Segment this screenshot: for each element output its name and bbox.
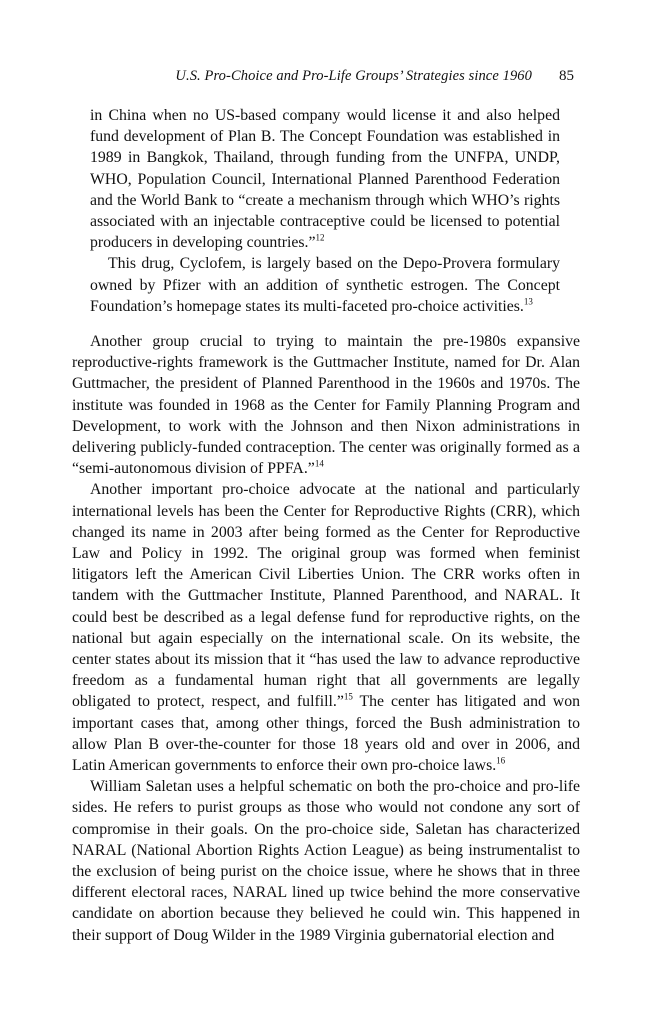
running-title: U.S. Pro-Choice and Pro-Life Groups’ Strategies since 1960: [175, 68, 532, 84]
block-quote: [90, 105, 560, 317]
footnote-ref: 13: [523, 296, 533, 307]
paragraph-text: Another group crucial to trying to maintain the pre-1980s expansive reproductive-rights framework is the Guttmacher Institute, named for Dr. Alan Guttmacher, the president of Planned Parenthood in the 1960s and 1970s. The institute was founded in 1968 as the Center for Family Planning Program and Development, to work with the Johnson and then Nixon administrations in delivering publicly-funded contraception. The center was originally formed as a “semi-autonomous division of PPFA.”: [72, 333, 580, 478]
block-quote-text: in China when no US-based company would license it and also helped fund development of Plan B. The Concept Foundation was established in 1989 in Bangkok, Thailand, through funding from the UNFPA, UNDP, WHO, Population Council, International Planned Parenthood Federation and the World Bank to “create a mechanism through which WHO’s rights associated with an injectable contraceptive could be licensed to potential producers in developing countries.”: [90, 107, 560, 252]
block-quote-paragraph: [90, 253, 560, 317]
body-paragraph: [72, 776, 580, 946]
footnote-ref: 16: [496, 755, 506, 766]
page-header: [0, 68, 650, 90]
paragraph-text: William Saletan uses a helpful schematic on both the pro-choice and pro-life sides. He refers to purist groups as those who would not condone any sort of compromise in their goals. On the pro-choice side, Saletan has characterized NARAL (National Abortion Rights Action League) as being instrumentalist to the exclusion of being purist on the choice issue, where he shows that in three different electoral races, NARAL lined up twice behind the more conservative candidate on abortion because they believed he could win. This happened in their support of Doug Wilder in the 1989 Virginia gubernatorial election and: [72, 778, 580, 944]
paragraph-text: Another important pro-choice advocate at the national and particularly international levels has been the Center for Reproductive Rights (CRR), which changed its name in 2003 after being formed as the Center for Reproductive Law and Policy in 1992. The original group was formed when feminist litigators left the American Civil Liberties Union. The CRR works often in tandem with the Guttmacher Institute, Planned Parenthood, and NARAL. It could best be described as a legal defense fund for reproductive rights, on the national but again especially on the international scale. On its website, the center states about its mission that it “has used the law to advance reproductive freedom as a fundamental human right that all governments are legally obligated to protect, respect, and fulfill.”: [72, 481, 580, 711]
body-paragraph: [72, 479, 580, 776]
footnote-ref: 12: [315, 232, 325, 243]
body-text: [72, 331, 580, 946]
block-quote-text: This drug, Cyclofem, is largely based on the Depo-Provera formulary owned by Pfizer with an addition of synthetic estrogen. The Concept Foundation’s homepage states its multi-faceted pro-choice activities.: [90, 255, 560, 315]
footnote-ref: 14: [314, 458, 324, 469]
paragraph-text: The center has litigated and won important cases that, among other things, forced the Bush administration to allow Plan B over-the-counter for those 18 years old and over in 2006, and Latin American governments to enforce their own pro-choice laws.: [72, 693, 581, 775]
block-quote-paragraph: [90, 105, 560, 253]
body-paragraph: [72, 331, 580, 479]
page-number: 85: [559, 68, 574, 84]
footnote-ref: 15: [343, 692, 353, 703]
